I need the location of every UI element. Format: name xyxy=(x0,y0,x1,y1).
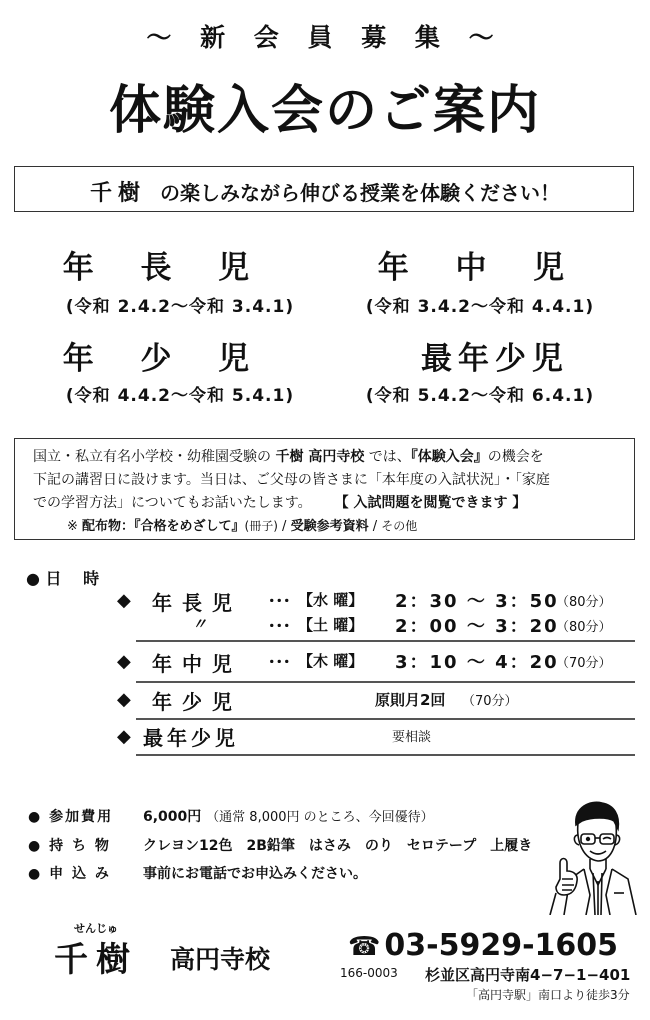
subtitle: ～ 新 会 員 募 集 ～ xyxy=(146,23,504,52)
info-text: の機会を xyxy=(487,449,544,465)
grade-name-nenchou: 年 長 児 xyxy=(62,250,268,286)
schedule-time: 2：00 ～ 3：20 xyxy=(395,616,559,637)
divider xyxy=(136,718,635,720)
divider xyxy=(136,681,635,683)
handout-item: 受験参考資料 xyxy=(290,519,369,534)
schedule-dots: ･･･ xyxy=(268,592,291,610)
grade-name-sainenshou: 最年少児 xyxy=(421,341,569,377)
divider xyxy=(136,640,635,642)
info-text: での学習方法」についてもお話いたします。 xyxy=(33,495,312,511)
divider xyxy=(136,754,635,756)
handout-label: 配布物：『合格をめざして』 xyxy=(82,519,245,534)
diamond-bullet-icon: ◆ xyxy=(117,590,131,611)
fee-amount: 6,000円 xyxy=(143,809,202,825)
schedule-minutes: （70分） xyxy=(462,694,518,709)
diamond-bullet-icon: ◆ xyxy=(117,651,131,672)
schedule-time: 3：10 ～ 4：20 xyxy=(395,652,559,673)
teacher-illustration xyxy=(540,795,645,915)
schedule-day: 【水 曜】 xyxy=(298,591,364,609)
schedule-day: 【木 曜】 xyxy=(298,652,364,670)
note-mark: ※ xyxy=(67,519,83,534)
brand-furigana: せんじゅ xyxy=(74,922,118,935)
phone-number xyxy=(348,928,618,963)
application-value: 事前にお電話でお申込みください。 xyxy=(143,866,367,882)
schedule-grade: 年少児 xyxy=(152,690,242,714)
tagline-message: の楽しみながら伸びる授業を体験ください！ xyxy=(160,181,560,205)
info-line-3 xyxy=(33,492,526,512)
info-highlight: 【 入試問題を閲覧できます 】 xyxy=(341,495,527,511)
schedule-dots: ･･･ xyxy=(268,617,291,635)
grade-name-nenshou: 年 少 児 xyxy=(62,341,268,377)
grade-range-nenshou: (令和 4.4.2〜令和 5.4.1) xyxy=(65,386,295,406)
grade-range-nenchuu: (令和 3.4.2〜令和 4.4.1) xyxy=(365,297,595,317)
schedule-grade: 最年少児 xyxy=(143,726,239,750)
schedule-grade: 年長児 xyxy=(152,591,242,615)
fee-value xyxy=(143,806,434,826)
schedule-time: 2：30 ～ 3：50 xyxy=(395,591,559,612)
application-label: ● 申 込 み xyxy=(28,866,111,882)
handout-item: その他 xyxy=(381,519,418,533)
info-line-2: 下記の講習日に設けます。当日は、ご父母の皆さまに「本年度の入試状況」・「家庭 xyxy=(33,472,550,488)
info-box xyxy=(14,438,635,540)
handout-note: (冊子) xyxy=(244,519,278,533)
schedule-minutes: （80分） xyxy=(556,595,612,610)
schedule-day: 【土 曜】 xyxy=(298,616,364,634)
tagline-box xyxy=(14,166,634,212)
schedule-note: 原則月2回 xyxy=(375,691,446,709)
grade-range-nenchou: (令和 2.4.2〜令和 3.4.1) xyxy=(65,297,295,317)
schedule-label: ● 日 時 xyxy=(26,569,100,588)
belongings-label: ● 持 ち 物 xyxy=(28,838,111,854)
postal-code: 166-0003 xyxy=(340,966,398,980)
tagline-brand: 千樹 xyxy=(89,181,146,206)
page-title: 体験入会のご案内 xyxy=(108,81,541,141)
fee-note: （通常 8,000円 のところ、今回優待） xyxy=(206,810,434,825)
info-text: では、 xyxy=(364,449,411,465)
address: 杉並区高円寺南4−7−1−401 xyxy=(425,966,631,984)
diamond-bullet-icon: ◆ xyxy=(117,689,131,710)
schedule-note: 要相談 xyxy=(392,730,432,745)
info-text: 国立・私立有名小学校・幼稚園受験の xyxy=(33,449,276,465)
access-directions: 「高円寺駅」南口より徒歩3分 xyxy=(466,988,630,1002)
phone-digits: 03-5929-1605 xyxy=(384,928,619,963)
fee-label: ● 参加費用 xyxy=(28,809,114,825)
schedule-dots: ･･･ xyxy=(268,653,291,671)
separator: / xyxy=(277,519,291,534)
schedule-minutes: （80分） xyxy=(556,620,612,635)
info-line-1 xyxy=(33,446,544,466)
grade-range-sainenshou: (令和 5.4.2〜令和 6.4.1) xyxy=(365,386,595,406)
belongings-value: クレヨン12色 2B鉛筆 はさみ のり セロテープ 上履き xyxy=(143,838,533,854)
info-event: 『体験入会』 xyxy=(410,449,488,465)
branch-name: 高円寺校 xyxy=(170,945,271,974)
grade-name-nenchuu: 年 中 児 xyxy=(377,250,583,286)
ditto-mark: 〃 xyxy=(192,615,208,633)
schedule-grade: 年中児 xyxy=(152,652,242,676)
info-line-4 xyxy=(67,515,417,534)
diamond-bullet-icon: ◆ xyxy=(117,726,131,747)
brand-logo: 千樹 xyxy=(54,940,138,980)
schedule-minutes: （70分） xyxy=(556,656,612,671)
separator: / xyxy=(368,519,382,534)
phone-icon: ☎ xyxy=(348,932,381,962)
tagline xyxy=(15,176,635,207)
info-brand: 千樹 高円寺校 xyxy=(275,449,365,465)
